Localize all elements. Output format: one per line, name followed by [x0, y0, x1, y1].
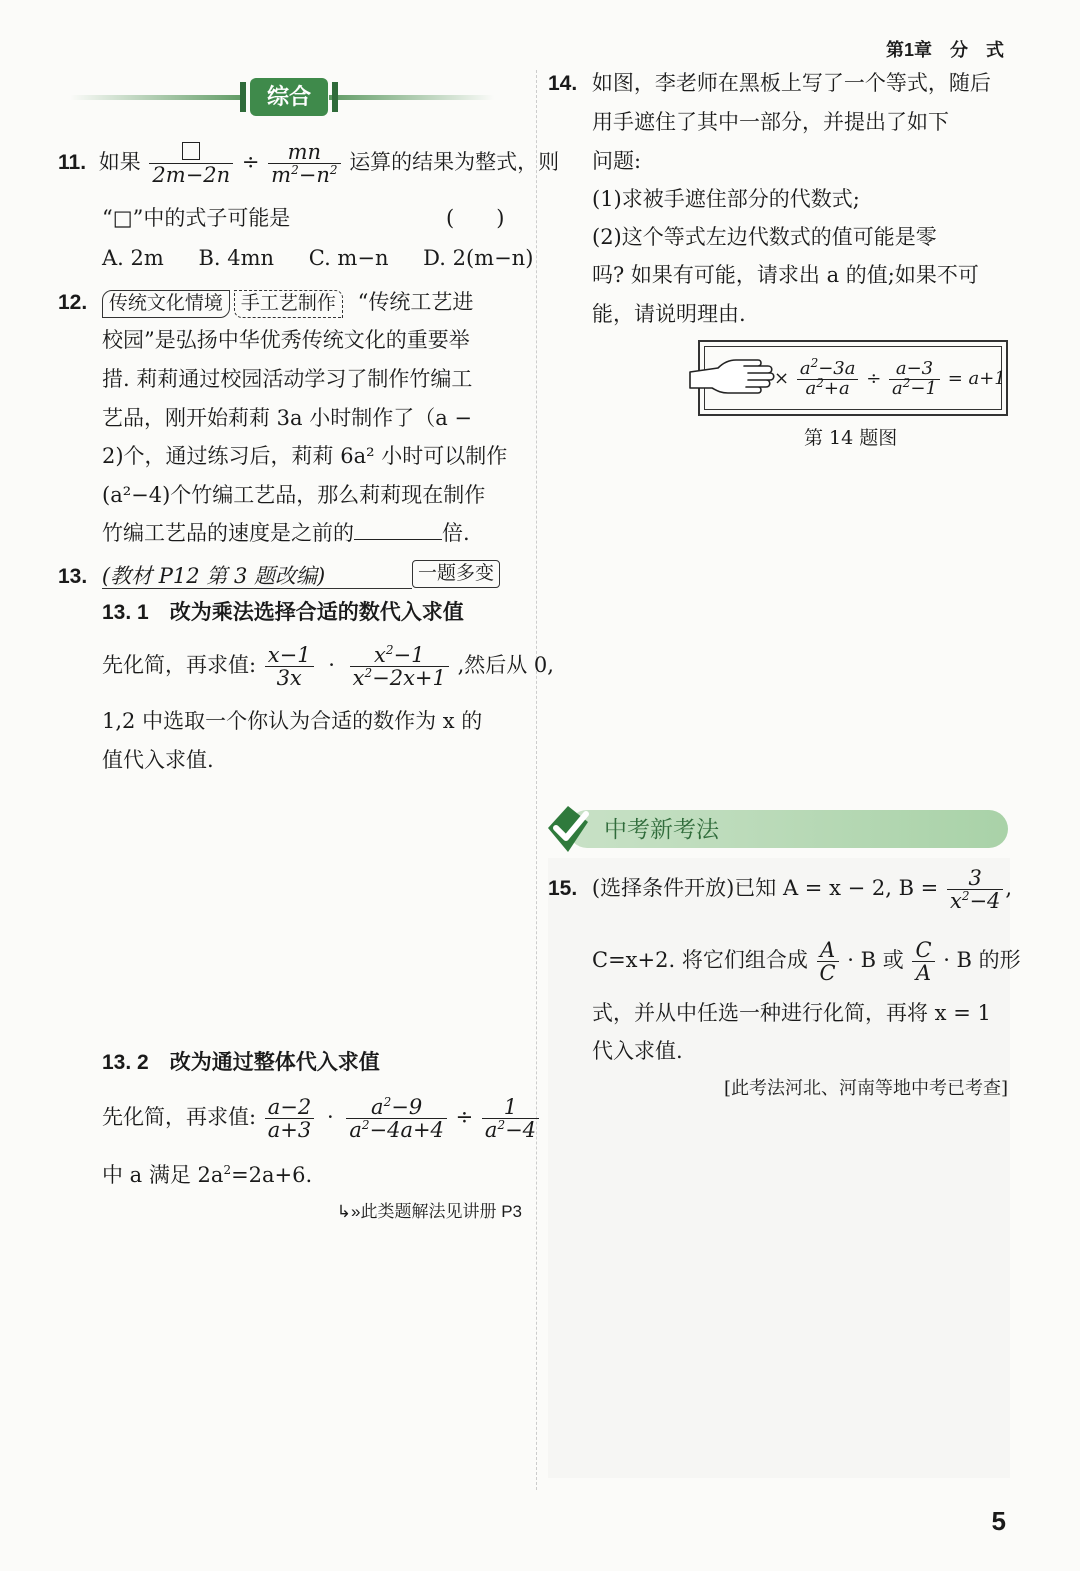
q14-line1: 14. 如图，李老师在黑板上写了一个等式，随后: [548, 71, 991, 95]
q12-number: 12.: [58, 291, 88, 314]
section-banner-new-exam: [546, 804, 1008, 854]
hand-icon: [688, 352, 776, 404]
q13-1-frac2: $\frac{x^2-1}{x^2-2x+1}$: [350, 644, 449, 689]
q11-line1: [58, 140, 559, 186]
q15-number: 15.: [548, 877, 578, 900]
q12-line5: 2)个，通过练习后，莉莉 6a² 小时可以制作: [102, 444, 508, 468]
q13-number: 13.: [58, 565, 88, 588]
q14-line6: 吗? 如果有可能，请求出 a 的值;如果不可: [592, 263, 979, 287]
q15-frac-ca: $\frac{C}{A}$: [912, 939, 934, 984]
q14-number: 14.: [548, 72, 578, 95]
fig-frac2: $\frac{a-3}{a^2-1}$: [889, 360, 940, 399]
fig-frac1: $\frac{a^2-3a}{a^2+a}$: [797, 360, 859, 399]
q15-line4: 代入求值.: [592, 1039, 683, 1063]
q12-line1: 12. 传统文化情境 手工艺制作 “传统工艺进: [58, 287, 473, 318]
q13-2-frac3: $\frac{1}{a^2-4}$: [482, 1096, 539, 1141]
q13-2-line2: 中 a 满足 $2a^2=2a+6$.: [102, 1163, 313, 1187]
q15-exam-note: [此考法河北、河南等地中考已考查]: [723, 1078, 1008, 1099]
q11-frac2: $\frac{mn}{m^2-n^2}$: [268, 141, 340, 186]
chapter-header: 第1章 分 式: [885, 40, 1004, 60]
q15-line1: 15. (选择条件开放)已知 A = x − 2, B = $\frac{3}{x^2-4}$ ,: [548, 865, 1013, 913]
q12-line7: 竹编工艺品的速度是之前的 倍.: [102, 521, 470, 545]
q15-frac-ac: $\frac{A}{C}$: [817, 939, 839, 984]
checkmark-icon: [546, 804, 598, 854]
q15-line2: C=x+2. 将它们组合成 $\frac{A}{C}$ · B 或 $\frac{C}{A}$ · B 的形: [592, 937, 1021, 985]
blank-box-icon: [182, 142, 200, 160]
q11-option-c[interactable]: C. m−n: [308, 246, 389, 270]
q13-2-frac2: $\frac{a^2-9}{a^2-4a+4}$: [346, 1096, 447, 1141]
q13-1-title: 13. 1 改为乘法选择合适的数代入求值: [102, 601, 464, 624]
q13-1-line2: 1,2 中选取一个你认为合适的数作为 x 的: [102, 709, 483, 733]
figure-caption: 第 14 题图: [804, 427, 898, 449]
banner-bracket-right: [332, 82, 338, 112]
q11-frac1: 2m−2n: [149, 141, 233, 186]
q13-underline: [102, 588, 412, 589]
tag-handicraft: 手工艺制作: [234, 290, 343, 318]
q14-line4: (1)求被手遮住部分的代数式;: [592, 187, 860, 211]
q11-number: 11.: [58, 151, 87, 174]
section-banner-comprehensive: [70, 78, 494, 118]
q13-1-frac1: $\frac{x-1}{3x}$: [265, 644, 314, 689]
blackboard-equation: × $\frac{a^2-3a}{a^2+a}$ ÷ $\frac{a-3}{a^2-1}$ = a+1: [774, 355, 1006, 399]
q15-frac-b: $\frac{3}{x^2-4}$: [947, 867, 1003, 912]
banner-bracket-left: [240, 82, 246, 112]
q14-line2: 用手遮住了其中一部分，并提出了如下: [592, 110, 949, 134]
q12-line6: (a²−4)个竹编工艺品，那么莉莉现在制作: [102, 483, 486, 507]
q11-options: [102, 243, 533, 273]
q14-line5: (2)这个等式左边代数式的值可能是零: [592, 225, 937, 249]
q13-1-expression: 先化简，再求值: $\frac{x-1}{3x}$ · $\frac{x^2-1}{x^2-2x+1}$ ,然后从 0,: [102, 642, 554, 690]
badge-multi-variant: 一题多变: [412, 560, 500, 588]
q14-line3: 问题:: [592, 149, 642, 173]
tag-traditional-culture: 传统文化情境: [102, 290, 230, 318]
q13-2-expression: 先化简，再求值: $\frac{a-2}{a+3}$ · $\frac{a^2-9}{a^2-4a+4}$ ÷ $\frac{1}{a^2-4}$: [102, 1092, 575, 1142]
q11-option-b[interactable]: B. 4mn: [198, 246, 275, 270]
q13-2-title: 13. 2 改为通过整体代入求值: [102, 1051, 380, 1074]
q13-2-frac1: $\frac{a-2}{a+3}$: [265, 1096, 314, 1141]
q11-div: ÷: [241, 150, 260, 174]
banner-title: 综合: [250, 78, 328, 116]
q13-method-note[interactable]: ↳»此类题解法见讲册 P3: [336, 1202, 522, 1221]
q11-answer-paren[interactable]: ( ): [446, 206, 505, 230]
q13-1-line3: 值代入求值.: [102, 748, 214, 772]
banner-line-right: [329, 95, 494, 100]
q12-line3: 措. 莉莉通过校园活动学习了制作竹编工: [102, 367, 473, 391]
q11-option-a[interactable]: A. 2m: [102, 246, 164, 270]
q11-pre: 如果: [98, 150, 141, 174]
page-number: 5: [991, 1506, 1006, 1536]
q11-option-d[interactable]: D. 2(m−n): [423, 246, 534, 270]
q13-source: (教材 P12 第 3 题改编): [101, 564, 326, 588]
banner-line-left: [70, 95, 245, 100]
q14-line7: 能，请说明理由.: [592, 302, 746, 326]
q12-line2: 校园”是弘扬中华优秀传统文化的重要举: [102, 328, 470, 352]
q11-line2: “□”中的式子可能是: [102, 206, 291, 230]
q15-line3: 式，并从中任选一种进行化简，再将 x = 1: [592, 1001, 991, 1025]
q11-post: 运算的结果为整式，则: [349, 150, 560, 174]
q12-line4: 艺品，刚开始莉莉 3a 小时制作了（a −: [102, 406, 473, 430]
q12-answer-blank[interactable]: [354, 519, 442, 540]
column-divider: [536, 70, 538, 1490]
banner-title-new-exam: 中考新考法: [604, 816, 719, 842]
